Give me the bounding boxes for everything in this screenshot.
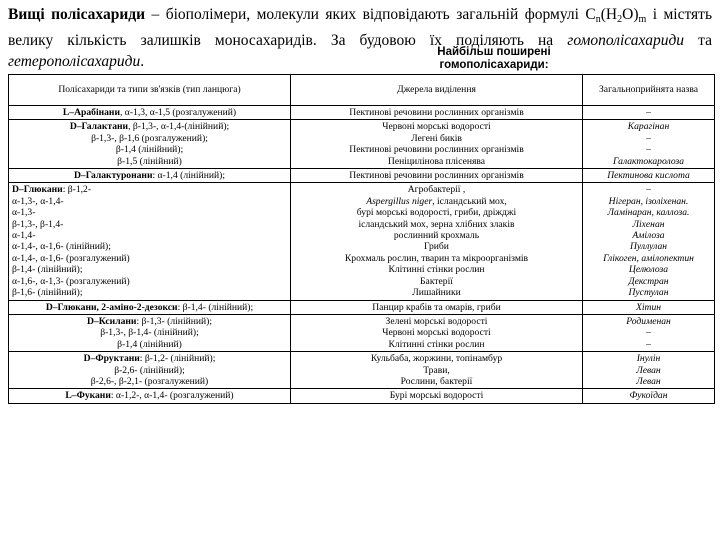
polysaccharide-cell xyxy=(9,169,291,183)
bond-line: D–Фруктани: β-1,2- (лінійний); xyxy=(83,353,216,365)
common-name-line: Пустулан xyxy=(628,287,669,299)
common-name-line: Галактокаролоза xyxy=(612,155,685,167)
bond-line: α-1,4-, α-1,6- (розгалужений) xyxy=(12,252,130,264)
polysaccharide-name: D–Глюкани xyxy=(12,184,63,196)
polysaccharide-cell xyxy=(9,314,291,351)
source-line: Пектинові речовини рослинних організмів xyxy=(349,144,524,156)
source-line: Червоні морські водорості xyxy=(382,327,491,339)
source-line: Aspergillus niger, ісландський мох, xyxy=(366,195,507,207)
source-line: Бактерії xyxy=(420,275,453,287)
polysaccharide-name: D–Галактани xyxy=(69,121,129,133)
common-name-cell xyxy=(583,352,715,389)
bond-line: D–Глюкани: β-1,2- xyxy=(12,184,92,196)
common-name-line: – xyxy=(646,327,651,339)
common-name-line: Пуллулан xyxy=(629,241,668,253)
common-name-line: Фукоїдан xyxy=(629,390,668,402)
table-row xyxy=(9,106,715,120)
bond-line: β-1,3-, β-1,4- (лінійний); xyxy=(100,327,199,339)
common-name-line: Леван xyxy=(636,364,661,376)
bond-line: α-1,3- xyxy=(12,207,36,219)
common-name-line: – xyxy=(646,184,651,196)
header-source: Джерела виділення xyxy=(291,75,583,106)
polysaccharide-cell xyxy=(9,389,291,403)
source-line: Пектинові речовини рослинних організмів xyxy=(349,107,524,118)
common-name-line: Целюлоза xyxy=(628,264,669,276)
source-line: Крохмаль рослин, тварин та мікроорганізмів xyxy=(344,252,529,264)
polysaccharide-name: L–Арабінани xyxy=(62,107,120,118)
source-cell xyxy=(291,169,583,183)
table-row xyxy=(9,352,715,389)
heading-line-2: гомополісахариди: xyxy=(439,59,549,71)
source-cell xyxy=(291,120,583,169)
common-name-line: – xyxy=(646,132,651,144)
source-cell xyxy=(291,106,583,120)
source-line: Агробактерії , xyxy=(407,184,466,196)
source-line: Панцир крабів та омарів, гриби xyxy=(372,301,501,313)
source-cell xyxy=(291,300,583,314)
bond-line: α-1,4- xyxy=(12,230,36,242)
intro-text-3: O) xyxy=(622,6,639,23)
bond-line: D–Галактани, β-1,3-, α-1,4-(лінійний); xyxy=(69,121,230,133)
bond-line: β-1,4 (лінійний) xyxy=(117,338,182,350)
bond-line: L–Фукани: α-1,2-, α-1,4- (розгалужений) xyxy=(65,390,234,402)
source-line: рослинний крохмаль xyxy=(393,230,480,242)
table-header-row xyxy=(9,75,715,106)
common-name-cell xyxy=(583,389,715,403)
bond-line: D–Галактуронани: α-1,4 (лінійний); xyxy=(74,170,225,182)
polysaccharide-name: D–Ксилани xyxy=(86,315,137,327)
intro-paragraph xyxy=(8,4,712,72)
bond-line: β-2,6-, β-2,1- (розгалужений) xyxy=(90,375,209,387)
bond-line: β-2,6- (лінійний); xyxy=(114,364,185,376)
bond-line: β-1,4- (лінійний); xyxy=(12,264,83,276)
polysaccharide-cell xyxy=(9,106,291,120)
bond-line: α-1,6-, α-1,3- (розгалужений) xyxy=(12,275,130,287)
bond-line: β-1,5 (лінійний) xyxy=(117,155,182,167)
common-name-line: Інулін xyxy=(636,353,661,365)
source-line: бурі морські водорості, гриби, дріжджі xyxy=(356,207,517,219)
common-name-line: Леван xyxy=(636,375,661,387)
bond-line: β-1,3-, β-1,4- xyxy=(12,218,64,230)
bond-line: D–Ксилани: β-1,3- (лінійний); xyxy=(86,315,213,327)
polysaccharide-name: D–Фруктани xyxy=(83,353,140,365)
bond-line: L–Арабінани, α-1,3, α-1,5 (розгалужений) xyxy=(62,107,237,118)
source-cell xyxy=(291,352,583,389)
common-name-cell xyxy=(583,183,715,300)
common-name-cell xyxy=(583,106,715,120)
common-name-cell xyxy=(583,300,715,314)
polysaccharide-table xyxy=(8,74,715,404)
bond-line: β-1,3-, β-1,6 (розгалужений); xyxy=(91,132,208,144)
intro-homo: гомополісахариди xyxy=(567,32,685,49)
source-line: Лишайники xyxy=(412,287,461,299)
polysaccharide-name: D–Галактуронани xyxy=(74,170,153,182)
polysaccharide-name: D–Глюкани, 2-аміно-2-дезокси xyxy=(45,301,178,313)
source-line: Червоні морські водорості xyxy=(382,121,491,133)
source-line: Легені биків xyxy=(411,132,462,144)
common-name-cell xyxy=(583,120,715,169)
bond-line: D–Глюкани, 2-аміно-2-дезокси: β-1,4- (лінійний); xyxy=(45,301,254,313)
bond-line: α-1,4-, α-1,6- (лінійний); xyxy=(12,241,111,253)
intro-text-4: і містять велику кількість залишків моносахаридів. За будовою їх поділяють на xyxy=(8,6,713,49)
source-cell xyxy=(291,389,583,403)
polysaccharide-cell xyxy=(9,300,291,314)
common-name-line: Ламінаран, каллоза. xyxy=(607,207,690,219)
table-row xyxy=(9,314,715,351)
common-name-line: Нігеран, ізоліхенан. xyxy=(608,195,689,207)
table-row xyxy=(9,183,715,300)
common-name-line: Родименан xyxy=(626,315,671,327)
section-heading xyxy=(418,46,570,72)
polysaccharide-cell xyxy=(9,183,291,300)
common-name-cell xyxy=(583,314,715,351)
intro-hetero: гетерополісахариди xyxy=(8,53,141,70)
common-name-line: Глікоген, амілопектин xyxy=(603,252,694,264)
common-name-line: – xyxy=(646,107,651,118)
source-cell xyxy=(291,183,583,300)
polysaccharide-cell xyxy=(9,120,291,169)
source-line: Пеніцилінова плісенява xyxy=(387,155,486,167)
source-line: Гриби xyxy=(424,241,449,253)
source-line: ісландський мох, зерна хлібних злаків xyxy=(358,218,515,230)
source-cell xyxy=(291,314,583,351)
header-polysaccharide: Полісахариди та типи зв'язків (тип ланцюга) xyxy=(9,75,291,106)
source-line: Рослини, бактерії xyxy=(400,375,473,387)
common-name-line: Амілоза xyxy=(632,230,665,242)
common-name-cell xyxy=(583,169,715,183)
source-line: Зелені морські водорості xyxy=(385,315,488,327)
source-line: Трави, xyxy=(423,364,450,376)
bond-line: β-1,4 (лінійний); xyxy=(115,144,184,156)
sub-2: 2 xyxy=(617,14,623,25)
intro-text-1: – біополімери, молекули яких відповідають загальній формулі C xyxy=(145,6,596,23)
common-name-line: Ліхенан xyxy=(632,218,665,230)
source-line: Клітинні стінки рослин xyxy=(388,264,485,276)
sub-m: m xyxy=(638,14,647,25)
common-name-line: – xyxy=(646,338,651,350)
bond-line: β-1,6- (лінійний); xyxy=(12,287,83,299)
intro-and: та xyxy=(684,32,712,49)
common-name-line: – xyxy=(646,144,651,156)
common-name-line: Карагінан xyxy=(627,121,670,133)
table-row xyxy=(9,300,715,314)
source-line: Клітинні стінки рослин xyxy=(388,338,485,350)
polysaccharide-name: L–Фукани xyxy=(65,390,111,402)
sub-n: n xyxy=(595,14,601,25)
table-row xyxy=(9,169,715,183)
header-common-name: Загальноприйнята назва xyxy=(583,75,715,106)
common-name-line: Декстран xyxy=(628,275,669,287)
polysaccharide-cell xyxy=(9,352,291,389)
source-line: Бурі морські водорості xyxy=(389,390,484,402)
common-name-line: Пектинова кислота xyxy=(607,170,690,182)
table-body xyxy=(9,106,715,404)
source-line: Кульбаба, жоржини, топінамбур xyxy=(370,353,503,365)
table-row xyxy=(9,120,715,169)
intro-lead: Вищі полісахариди xyxy=(8,6,146,23)
common-name-line: Хітин xyxy=(635,301,661,313)
intro-text-2: (H xyxy=(600,6,618,23)
intro-end: . xyxy=(140,53,145,70)
bond-line: α-1,3-, α-1,4- xyxy=(12,195,64,207)
table-row xyxy=(9,389,715,403)
heading-line-1: Найбільш поширені xyxy=(437,46,551,58)
source-line: Пектинові речовини рослинних організмів xyxy=(349,170,524,182)
